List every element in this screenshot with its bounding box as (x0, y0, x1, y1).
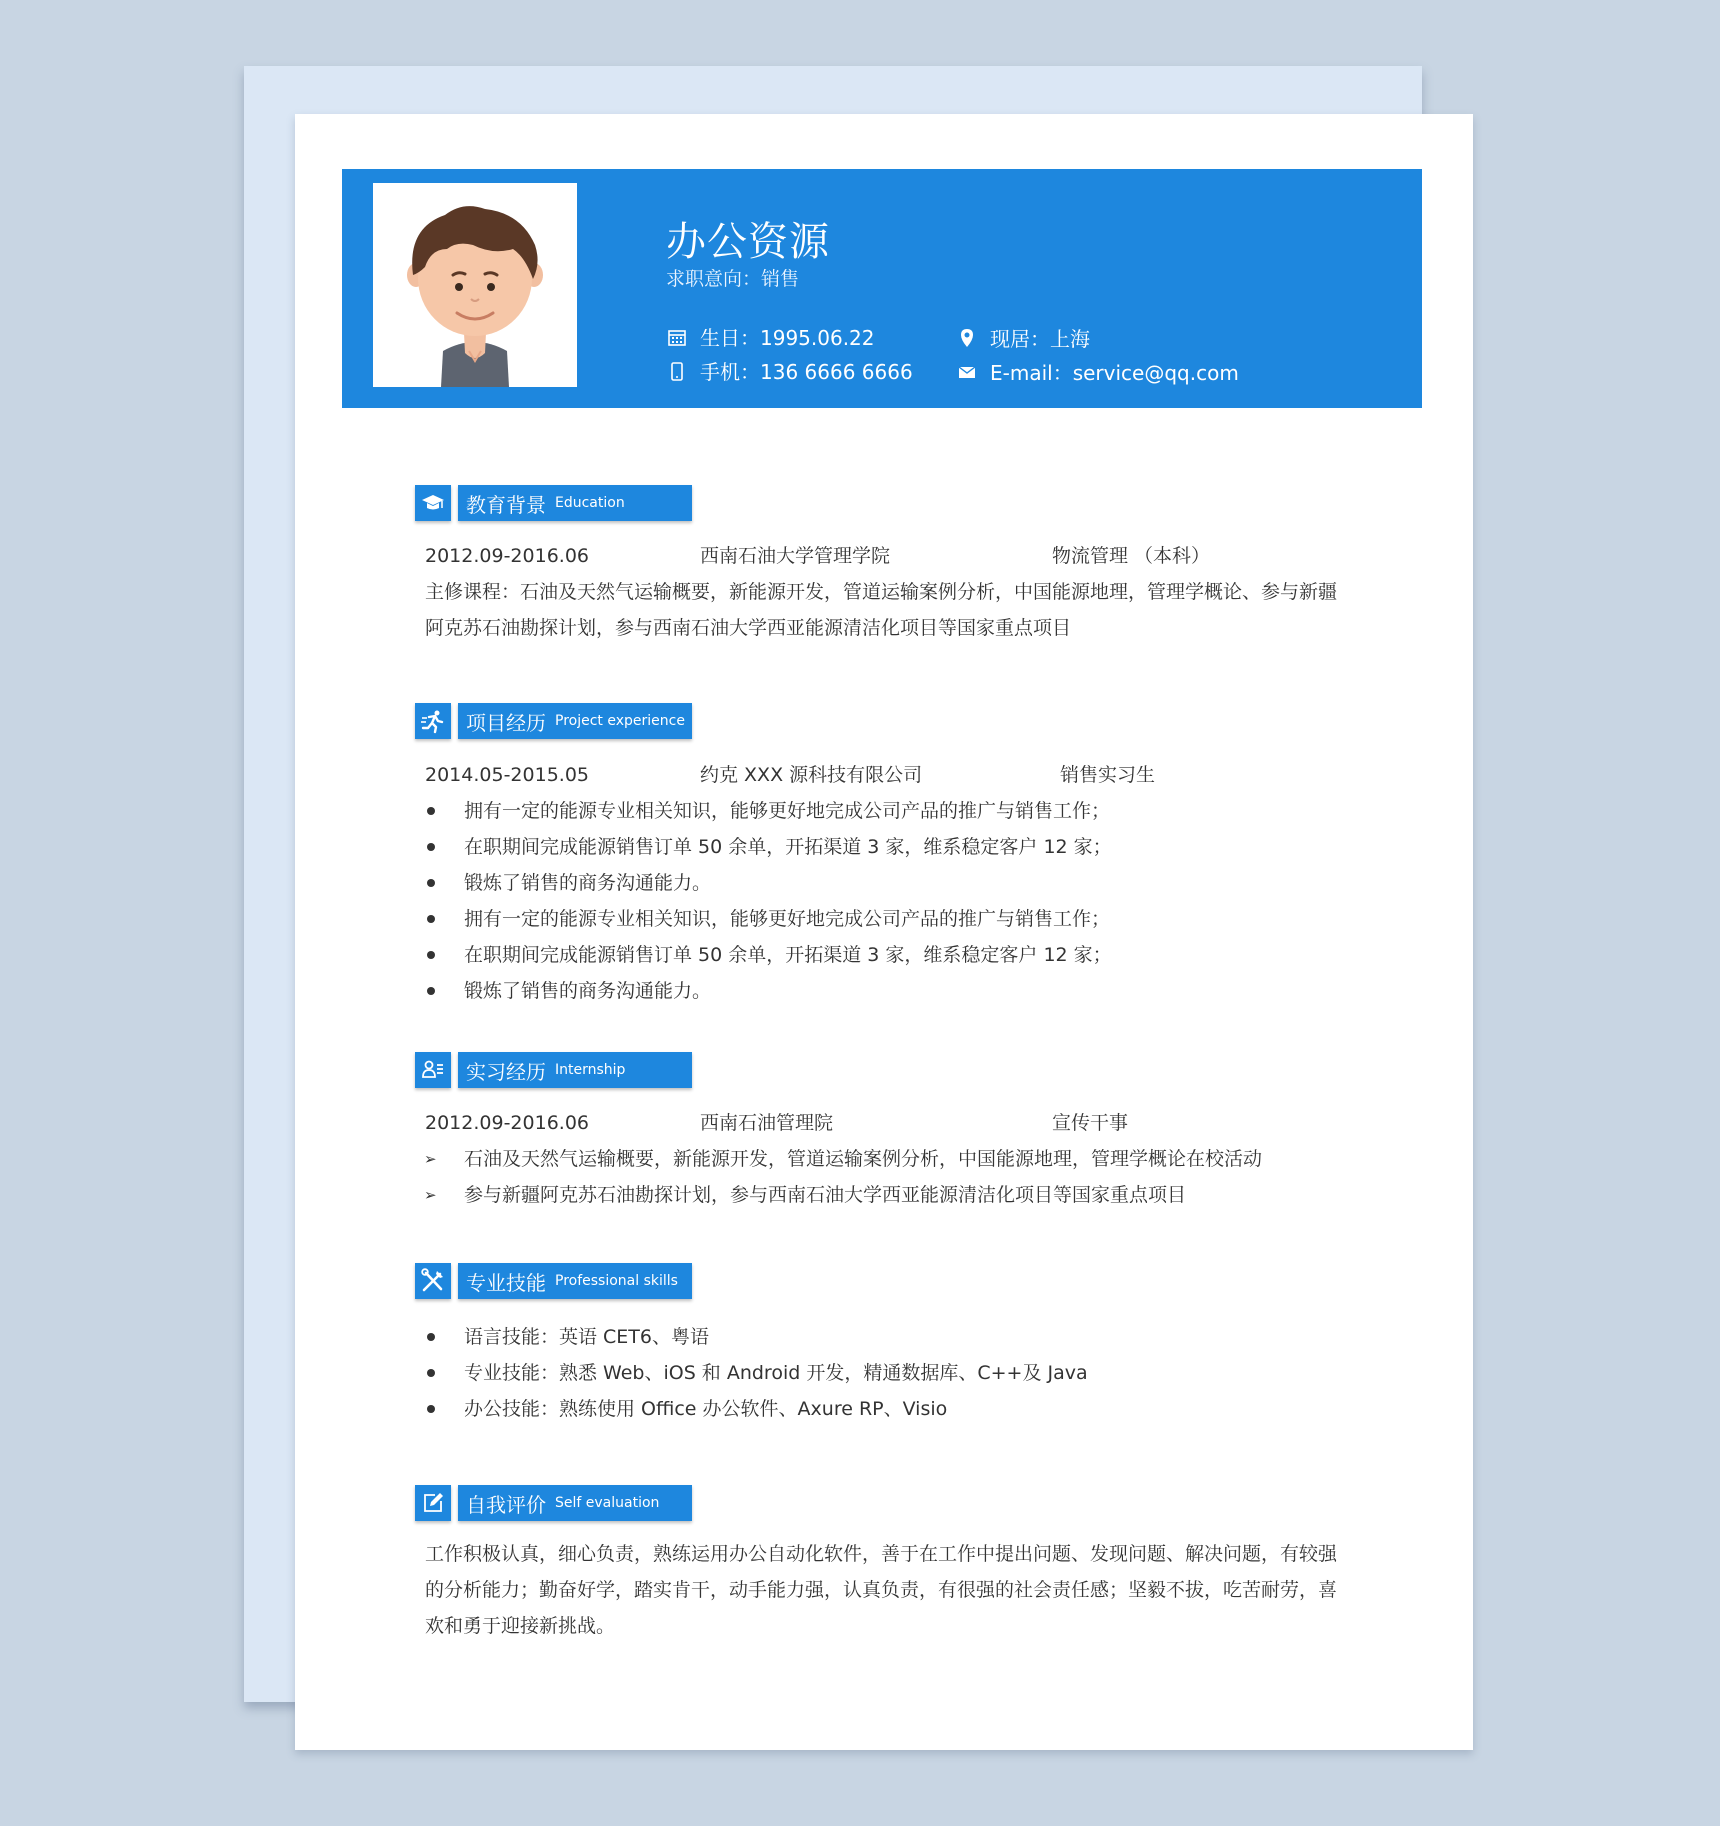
internship-heading (415, 1052, 1355, 1092)
project-period: 2014.05-2015.05 (425, 764, 589, 786)
education-courses: 主修课程：石油及天然气运输概要，新能源开发，管道运输案例分析，中国能源地理，管理学概论、参与新疆阿克苏石油勘探计划，参与西南石油大学西亚能源清洁化项目等国家重点项目 (425, 581, 1338, 639)
education-title: 教育背景 (466, 492, 546, 517)
skills-section (415, 1263, 1088, 1427)
project-title-bar (458, 703, 692, 739)
education-title-bar (458, 485, 692, 521)
location-info (956, 323, 1090, 352)
envelope-icon (956, 361, 978, 383)
list-item: 拥有一定的能源专业相关知识，能够更好地完成公司产品的推广与销售工作； (415, 793, 1355, 829)
project-entry (415, 757, 1355, 793)
internship-title-bar (458, 1052, 692, 1088)
birthday-info (666, 322, 875, 351)
education-section (415, 485, 1355, 646)
evaluation-heading (415, 1485, 1350, 1525)
education-period: 2012.09-2016.06 (425, 545, 589, 567)
evaluation-title-en: Self evaluation (555, 1495, 660, 1511)
internship-entry (415, 1105, 1355, 1141)
email-text: E-mail：service@qq.com (990, 361, 1239, 385)
edit-note-icon (415, 1485, 451, 1521)
mobile-phone-icon (666, 360, 688, 382)
list-item: ➢ 参与新疆阿克苏石油勘探计划，参与西南石油大学西亚能源清洁化项目等国家重点项目 (415, 1177, 1355, 1213)
internship-title-en: Internship (555, 1062, 626, 1078)
evaluation-section (415, 1485, 1350, 1644)
internship-org: 西南石油管理院 (700, 1112, 834, 1134)
internship-period: 2012.09-2016.06 (425, 1112, 589, 1134)
internship-role: 宣传干事 (1052, 1112, 1129, 1134)
list-item: 在职期间完成能源销售订单 50 余单，开拓渠道 3 家，维系稳定客户 12 家； (415, 937, 1355, 973)
list-item: 拥有一定的能源专业相关知识，能够更好地完成公司产品的推广与销售工作； (415, 901, 1355, 937)
skills-list (415, 1319, 1088, 1427)
map-pin-icon (956, 327, 978, 349)
list-item: ➢ 石油及天然气运输概要，新能源开发，管道运输案例分析，中国能源地理，管理学概论在校活动 (415, 1141, 1355, 1177)
project-heading (415, 703, 1355, 743)
calendar-icon (666, 326, 688, 348)
avatar-illustration (373, 183, 577, 387)
project-role: 销售实习生 (1060, 764, 1156, 786)
education-heading (415, 485, 1355, 525)
list-item: 锻炼了销售的商务沟通能力。 (415, 973, 1355, 1009)
phone-text: 手机：136 6666 6666 (700, 360, 913, 384)
list-item: 在职期间完成能源销售订单 50 余单，开拓渠道 3 家，维系稳定客户 12 家； (415, 829, 1355, 865)
project-section (415, 703, 1355, 1009)
list-item: 锻炼了销售的商务沟通能力。 (415, 865, 1355, 901)
phone-info (666, 356, 913, 385)
resume-header (342, 169, 1422, 408)
user-profile-icon (415, 1052, 451, 1088)
graduation-cap-icon (415, 485, 451, 521)
list-item: 语言技能：英语 CET6、粤语 (415, 1319, 1088, 1355)
evaluation-title: 自我评价 (466, 1492, 546, 1517)
evaluation-title-bar (458, 1485, 692, 1521)
email-info (956, 357, 1239, 386)
education-major: 物流管理 （本科） (1052, 545, 1211, 567)
project-title-en: Project experience (555, 713, 685, 729)
project-company: 约克 XXX 源科技有限公司 (700, 764, 923, 786)
list-item: 办公技能：熟练使用 Office 办公软件、Axure RP、Visio (415, 1391, 1088, 1427)
education-school: 西南石油大学管理学院 (700, 545, 891, 567)
tools-icon (415, 1263, 451, 1299)
skills-heading (415, 1263, 1088, 1303)
birthday-text: 生日：1995.06.22 (700, 326, 875, 350)
internship-section (415, 1052, 1355, 1213)
avatar (373, 183, 577, 387)
location-text: 现居：上海 (990, 327, 1090, 351)
skills-title-bar (458, 1263, 692, 1299)
internship-duties (415, 1141, 1355, 1213)
resume-page (295, 114, 1473, 1750)
skills-title: 专业技能 (466, 1270, 546, 1295)
evaluation-text: 工作积极认真，细心负责，熟练运用办公自动化软件，善于在工作中提出问题、发现问题、解决问题，有较强的分析能力；勤奋好学，踏实肯干，动手能力强，认真负责，有很强的社会责任感；坚毅不拔，吃苦耐劳，喜欢和勇于迎接新挑战。 (425, 1543, 1338, 1637)
project-title: 项目经历 (466, 710, 546, 735)
candidate-name: 办公资源 (666, 219, 830, 265)
project-duties (415, 793, 1355, 1009)
internship-title: 实习经历 (466, 1059, 546, 1084)
job-intent: 求职意向：销售 (666, 268, 800, 290)
education-entry (415, 538, 1355, 574)
running-person-icon (415, 703, 451, 739)
education-title-en: Education (555, 495, 625, 511)
skills-title-en: Professional skills (555, 1273, 678, 1289)
list-item: 专业技能：熟悉 Web、iOS 和 Android 开发，精通数据库、C++及 Java (415, 1355, 1088, 1391)
